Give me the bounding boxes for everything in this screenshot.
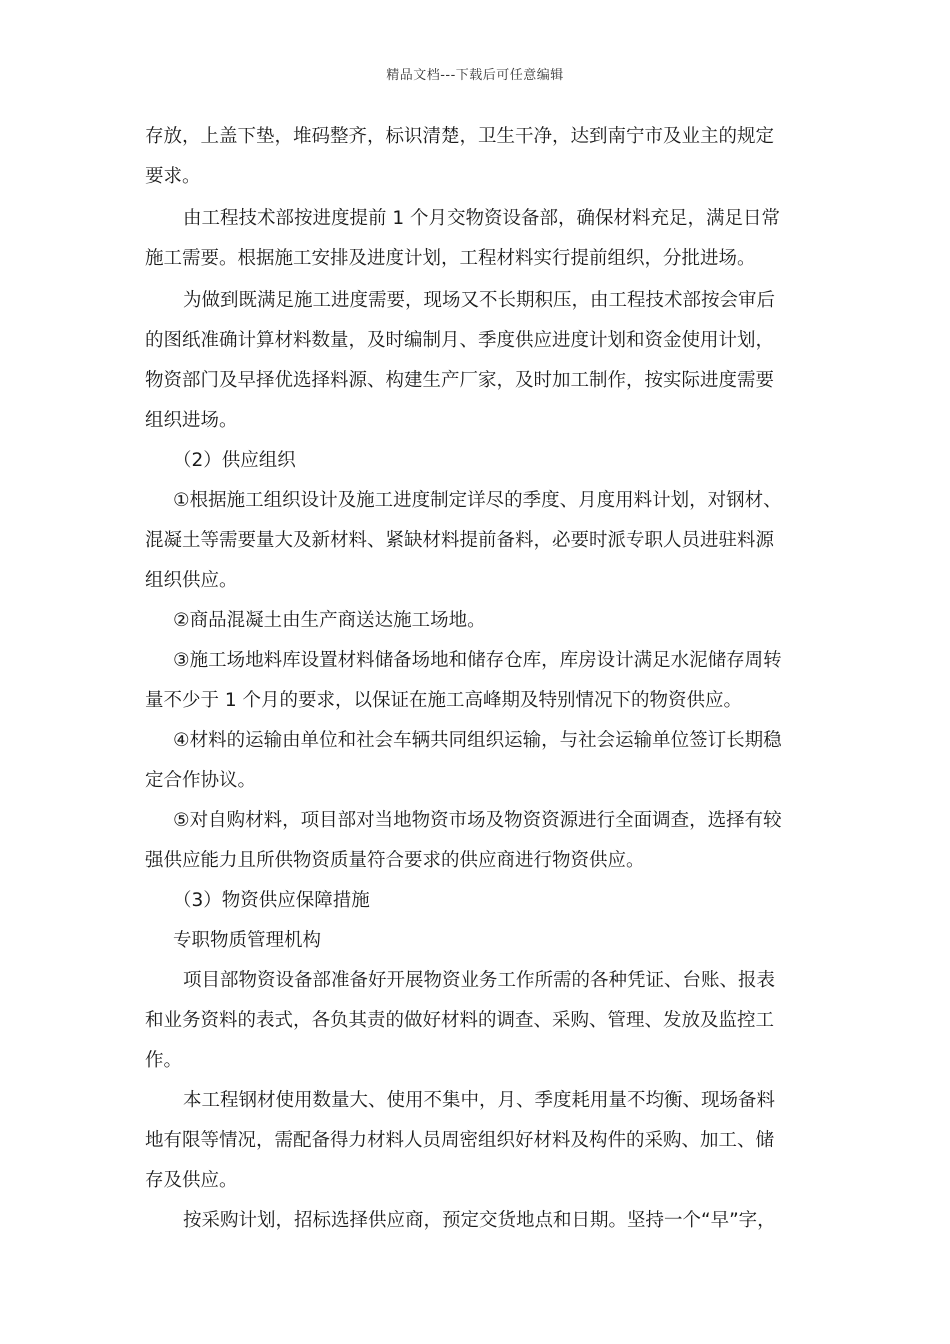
paragraph-line: 本工程钢材使用数量大、使用不集中，月、季度耗用量不均衡、现场备料 <box>183 1090 776 1111</box>
paragraph-line: ②商品混凝土由生产商送达施工场地。 <box>173 610 486 631</box>
page-header: 精品文档---下载后可任意编辑 <box>386 68 564 83</box>
paragraph-line: 物资部门及早择优选择料源、构建生产厂家，及时加工制作，按实际进度需要 <box>145 370 775 391</box>
document-body <box>145 117 810 1241</box>
paragraph-line: 作。 <box>145 1050 183 1071</box>
paragraph-line: 按采购计划，招标选择供应商，预定交货地点和日期。坚持一个“早”字， <box>183 1210 776 1231</box>
paragraph-line: 强供应能力且所供物资质量符合要求的供应商进行物资供应。 <box>145 850 645 871</box>
paragraph-line: 存放，上盖下垫，堆码整齐，标识清楚，卫生干净，达到南宁市及业主的规定 <box>145 126 775 147</box>
paragraph-line: 存及供应。 <box>145 1170 238 1191</box>
paragraph-line: ④材料的运输由单位和社会车辆共同组织运输，与社会运输单位签订长期稳 <box>173 730 782 751</box>
paragraph-line: 定合作协议。 <box>145 770 257 791</box>
paragraph-line: 项目部物资设备部准备好开展物资业务工作所需的各种凭证、台账、报表 <box>183 970 776 991</box>
paragraph-line: 为做到既满足施工进度需要，现场又不长期积压，由工程技术部按会审后 <box>183 290 776 311</box>
paragraph-line: 量不少于 1 个月的要求，以保证在施工高峰期及特别情况下的物资供应。 <box>145 690 743 711</box>
section-heading: （2）供应组织 <box>173 450 296 471</box>
paragraph-line: 由工程技术部按进度提前 1 个月交物资设备部，确保材料充足，满足日常 <box>183 208 781 229</box>
paragraph-line: 组织进场。 <box>145 410 238 431</box>
paragraph-line: ①根据施工组织设计及施工进度制定详尽的季度、月度用料计划，对钢材、 <box>173 490 782 511</box>
paragraph-line: 的图纸准确计算材料数量，及时编制月、季度供应进度计划和资金使用计划， <box>145 330 775 351</box>
section-heading: （3）物资供应保障措施 <box>173 890 370 911</box>
paragraph-line: 要求。 <box>145 166 201 187</box>
paragraph-line: 混凝土等需要量大及新材料、紧缺材料提前备料，必要时派专职人员进驻料源 <box>145 530 775 551</box>
paragraph-line: 和业务资料的表式，各负其责的做好材料的调查、采购、管理、发放及监控工 <box>145 1010 775 1031</box>
paragraph-line: 地有限等情况，需配备得力材料人员周密组织好材料及构件的采购、加工、储 <box>145 1130 775 1151</box>
paragraph-line: 施工需要。根据施工安排及进度计划，工程材料实行提前组织，分批进场。 <box>145 248 756 269</box>
paragraph-line: ③施工场地料库设置材料储备场地和储存仓库，库房设计满足水泥储存周转 <box>173 650 782 671</box>
subsection-heading: 专职物质管理机构 <box>173 930 322 951</box>
paragraph-line: ⑤对自购材料，项目部对当地物资市场及物资资源进行全面调查，选择有较 <box>173 810 782 831</box>
paragraph-line: 组织供应。 <box>145 570 238 591</box>
